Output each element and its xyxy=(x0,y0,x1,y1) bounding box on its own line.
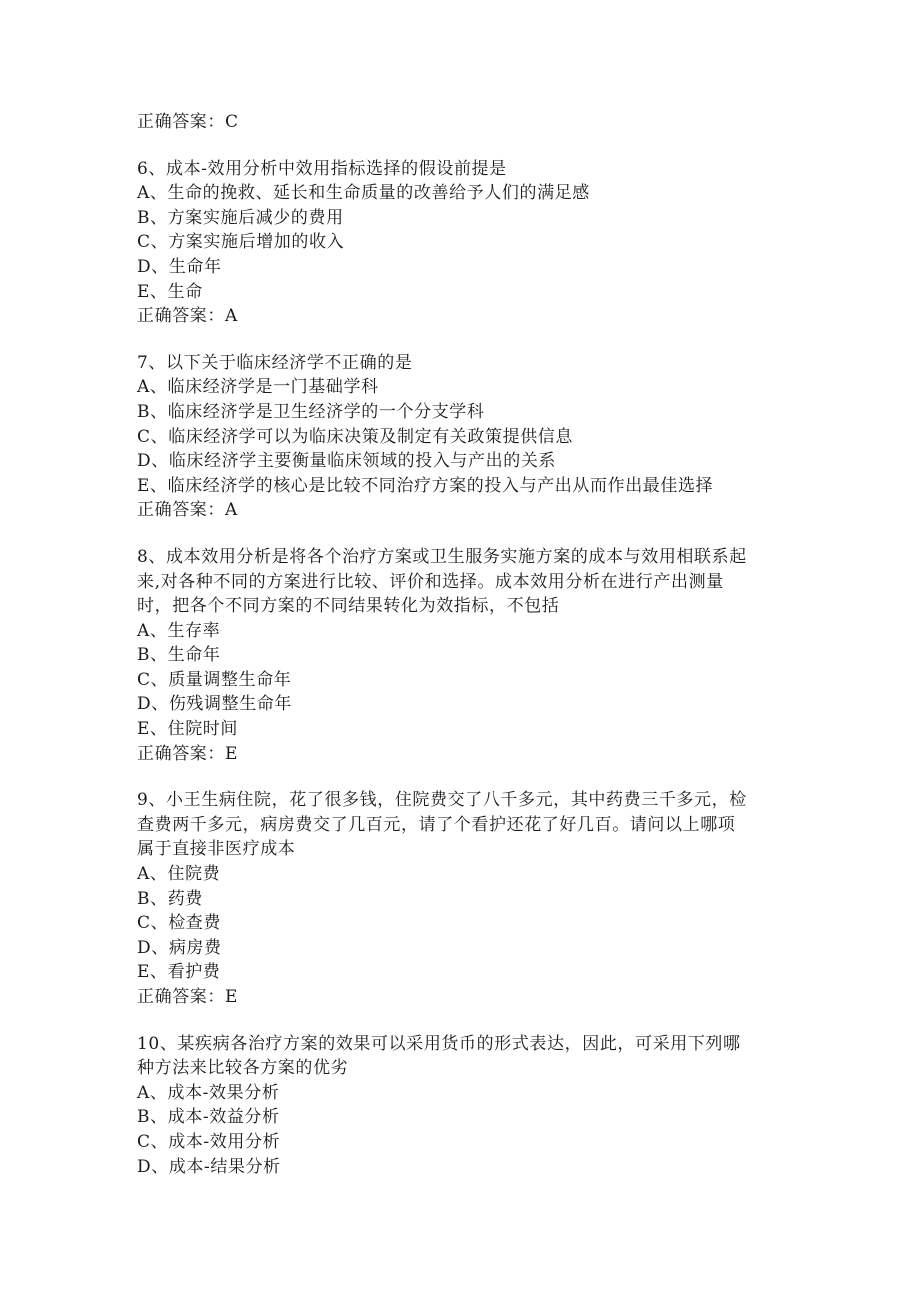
option-c: C、方案实施后增加的收入 xyxy=(137,232,345,253)
option-b: B、药费 xyxy=(137,888,203,909)
question-stem-line-2: 种方法来比较各方案的优劣 xyxy=(137,1058,349,1079)
question-stem-line-3: 时，把各个不同方案的不同结果转化为效指标，不包括 xyxy=(137,596,560,617)
option-d: D、病房费 xyxy=(137,937,222,958)
option-a: A、住院费 xyxy=(137,864,221,885)
option-a: A、生命的挽救、延长和生命质量的改善给予人们的满足感 xyxy=(137,183,590,204)
question-stem: 6、成本-效用分析中效用指标选择的假设前提是 xyxy=(137,158,507,179)
option-d: D、成本-结果分析 xyxy=(137,1156,281,1177)
option-a: A、临床经济学是一门基础学科 xyxy=(137,377,379,398)
option-c: C、临床经济学可以为临床决策及制定有关政策提供信息 xyxy=(137,426,574,447)
correct-answer: 正确答案：E xyxy=(137,987,239,1007)
option-c: C、检查费 xyxy=(137,913,222,934)
question-stem: 7、以下关于临床经济学不正确的是 xyxy=(137,352,413,373)
document-content xyxy=(137,110,787,1179)
option-e: E、看护费 xyxy=(137,962,221,983)
question-8 xyxy=(137,545,787,766)
option-d: D、生命年 xyxy=(137,256,222,277)
option-d: D、伤残调整生命年 xyxy=(137,694,293,715)
option-c: C、质量调整生命年 xyxy=(137,669,292,690)
question-7 xyxy=(137,351,787,523)
option-e: E、临床经济学的核心是比较不同治疗方案的投入与产出从而作出最佳选择 xyxy=(137,475,714,496)
question-6 xyxy=(137,157,787,329)
previous-answer: 正确答案：C xyxy=(137,112,239,132)
option-b: B、生命年 xyxy=(137,645,221,666)
option-a: A、成本-效果分析 xyxy=(137,1082,280,1103)
question-9 xyxy=(137,788,787,1009)
option-b: B、方案实施后减少的费用 xyxy=(137,207,344,228)
option-c: C、成本-效用分析 xyxy=(137,1131,281,1152)
question-stem-line-2: 来,对各种不同的方案进行比较、评价和选择。成本效用分析在进行产出测量 xyxy=(137,571,724,592)
question-stem-line-1: 9、小王生病住院，花了很多钱，住院费交了八千多元，其中药费三千多元，检 xyxy=(137,790,747,811)
question-stem-line-1: 10、某疾病各治疗方案的效果可以采用货币的形式表达，因此，可采用下列哪 xyxy=(137,1033,741,1054)
question-stem-line-1: 8、成本效用分析是将各个治疗方案或卫生服务实施方案的成本与效用相联系起 xyxy=(137,546,747,567)
option-b: B、成本-效益分析 xyxy=(137,1107,280,1128)
option-e: E、生命 xyxy=(137,281,203,302)
option-b: B、临床经济学是卫生经济学的一个分支学科 xyxy=(137,401,485,422)
correct-answer: 正确答案：A xyxy=(137,306,238,327)
correct-answer: 正确答案：A xyxy=(137,500,238,521)
option-d: D、临床经济学主要衡量临床领域的投入与产出的关系 xyxy=(137,451,557,472)
option-e: E、住院时间 xyxy=(137,719,239,740)
question-stem-line-2: 查费两千多元，病房费交了几百元，请了个看护还花了好几百。请问以上哪项 xyxy=(137,814,736,835)
correct-answer: 正确答案：E xyxy=(137,743,239,764)
option-a: A、生存率 xyxy=(137,620,221,641)
question-stem-line-3: 属于直接非医疗成本 xyxy=(137,839,296,860)
question-10 xyxy=(137,1032,787,1180)
